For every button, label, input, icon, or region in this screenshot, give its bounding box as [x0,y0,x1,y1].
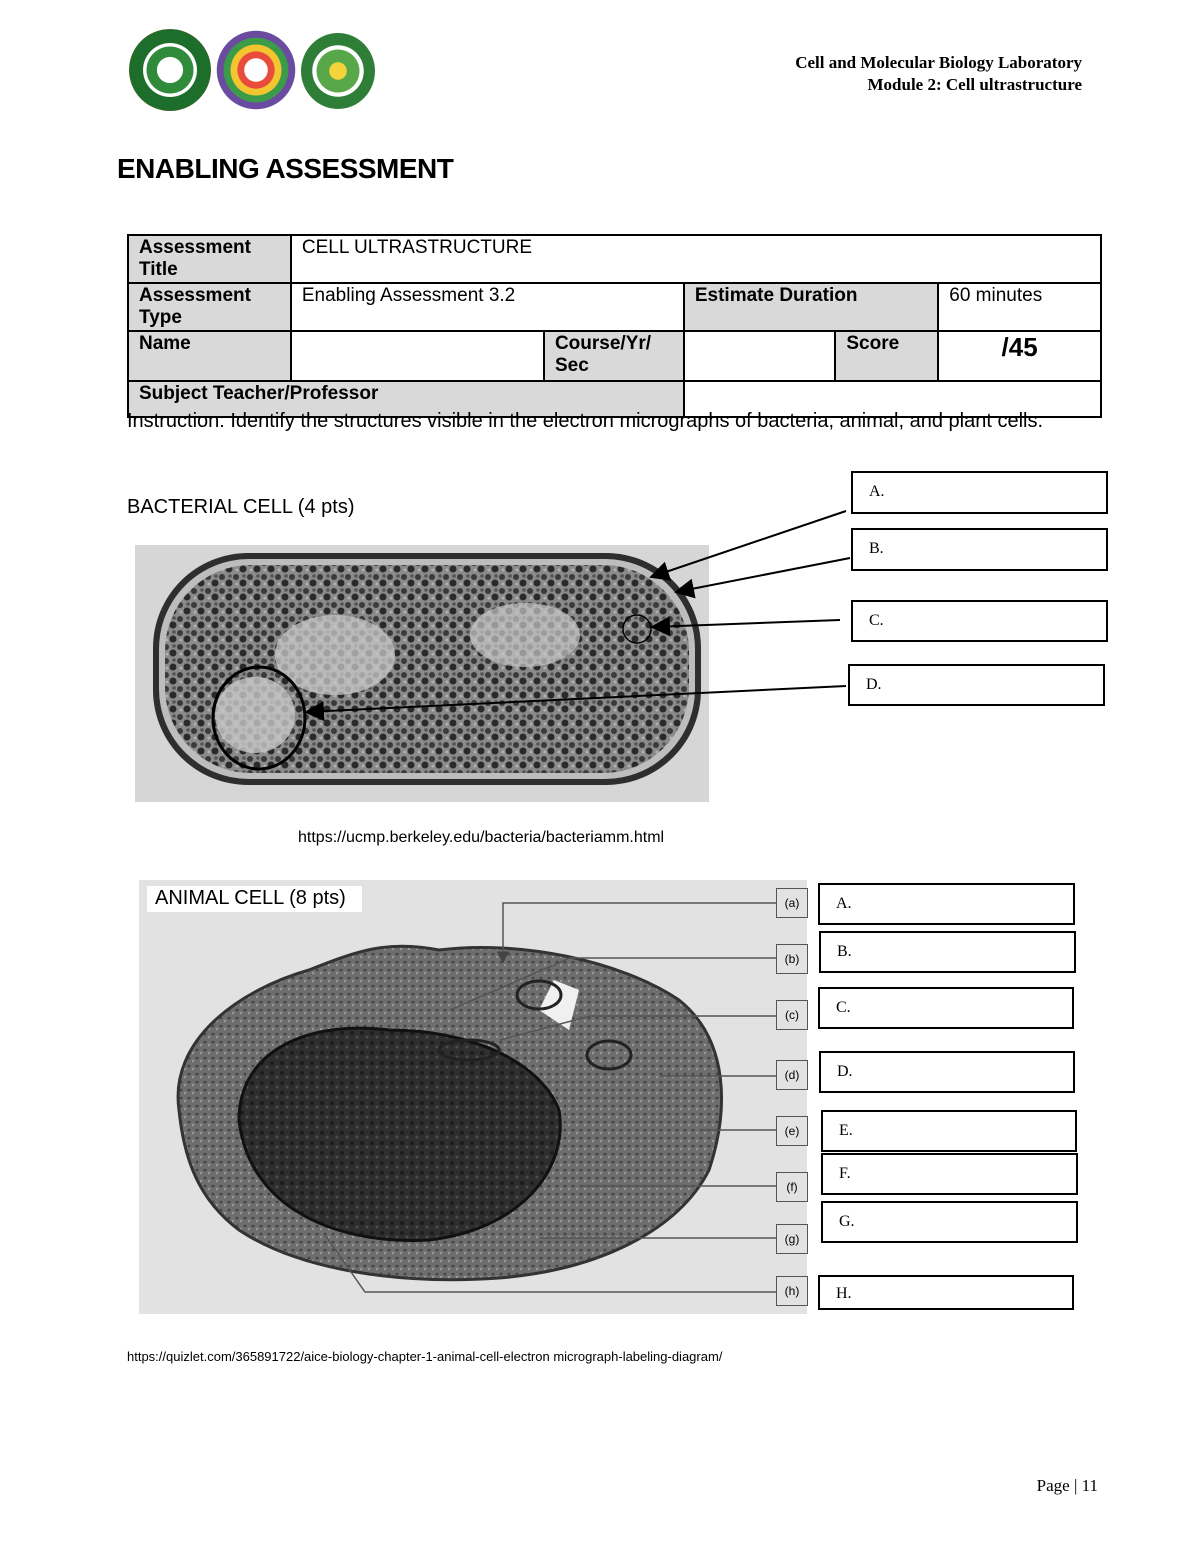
tag-e: (e) [776,1116,808,1146]
header-module-title: Module 2: Cell ultrastructure [867,75,1082,94]
animal-answer-h[interactable]: H. [818,1275,1074,1310]
bacterial-answer-c[interactable]: C. [851,600,1108,642]
assessment-title-value: CELL ULTRASTRUCTURE [291,235,1101,283]
course-label: Course/Yr/ Sec [544,331,684,381]
tag-g: (g) [776,1224,808,1254]
animal-source-link[interactable]: https://quizlet.com/365891722/aice-biology-chapter-1-animal-cell-electron micrograph-labeling-diagram/ [127,1349,723,1364]
name-label: Name [128,331,291,381]
animal-answer-e[interactable]: E. [821,1110,1077,1152]
page-number: Page | 11 [1036,1476,1098,1495]
tag-d: (d) [776,1060,808,1090]
tag-h: (h) [776,1276,808,1306]
tag-f: (f) [776,1172,808,1202]
bacterial-cell-heading: BACTERIAL CELL (4 pts) [127,496,355,518]
animal-answer-f[interactable]: F. [821,1153,1078,1195]
bacterial-answer-a[interactable]: A. [851,471,1108,514]
tag-b: (b) [776,944,808,974]
bacterial-answer-b[interactable]: B. [851,528,1108,571]
duration-value: 60 minutes [938,283,1101,331]
animal-answer-d[interactable]: D. [819,1051,1075,1093]
score-value: /45 [938,331,1101,381]
tag-a: (a) [776,888,808,918]
animal-answer-a[interactable]: A. [818,883,1075,925]
assessment-title-label: Assessment Title [128,235,291,283]
header-course-title: Cell and Molecular Biology Laboratory [795,53,1082,72]
animal-cell-heading: ANIMAL CELL (8 pts) [147,886,362,912]
teacher-label: Subject Teacher/Professor [128,381,684,417]
instruction-text: Instruction: Identify the structures visible in the electron micrographs of bacteria, animal, and plant cells. [127,410,1044,432]
animal-answer-b[interactable]: B. [819,931,1076,973]
tag-c: (c) [776,1000,808,1030]
duration-label: Estimate Duration [684,283,938,331]
page-title: ENABLING ASSESSMENT [117,153,454,184]
assessment-type-label: Assessment Type [128,283,291,331]
animal-answer-c[interactable]: C. [818,987,1074,1029]
bacterial-source-link[interactable]: https://ucmp.berkeley.edu/bacteria/bacteriamm.html [298,829,665,846]
score-label: Score [835,331,938,381]
animal-answer-g[interactable]: G. [821,1201,1078,1243]
bacterial-answer-d[interactable]: D. [848,664,1105,706]
assessment-type-value: Enabling Assessment 3.2 [291,283,684,331]
